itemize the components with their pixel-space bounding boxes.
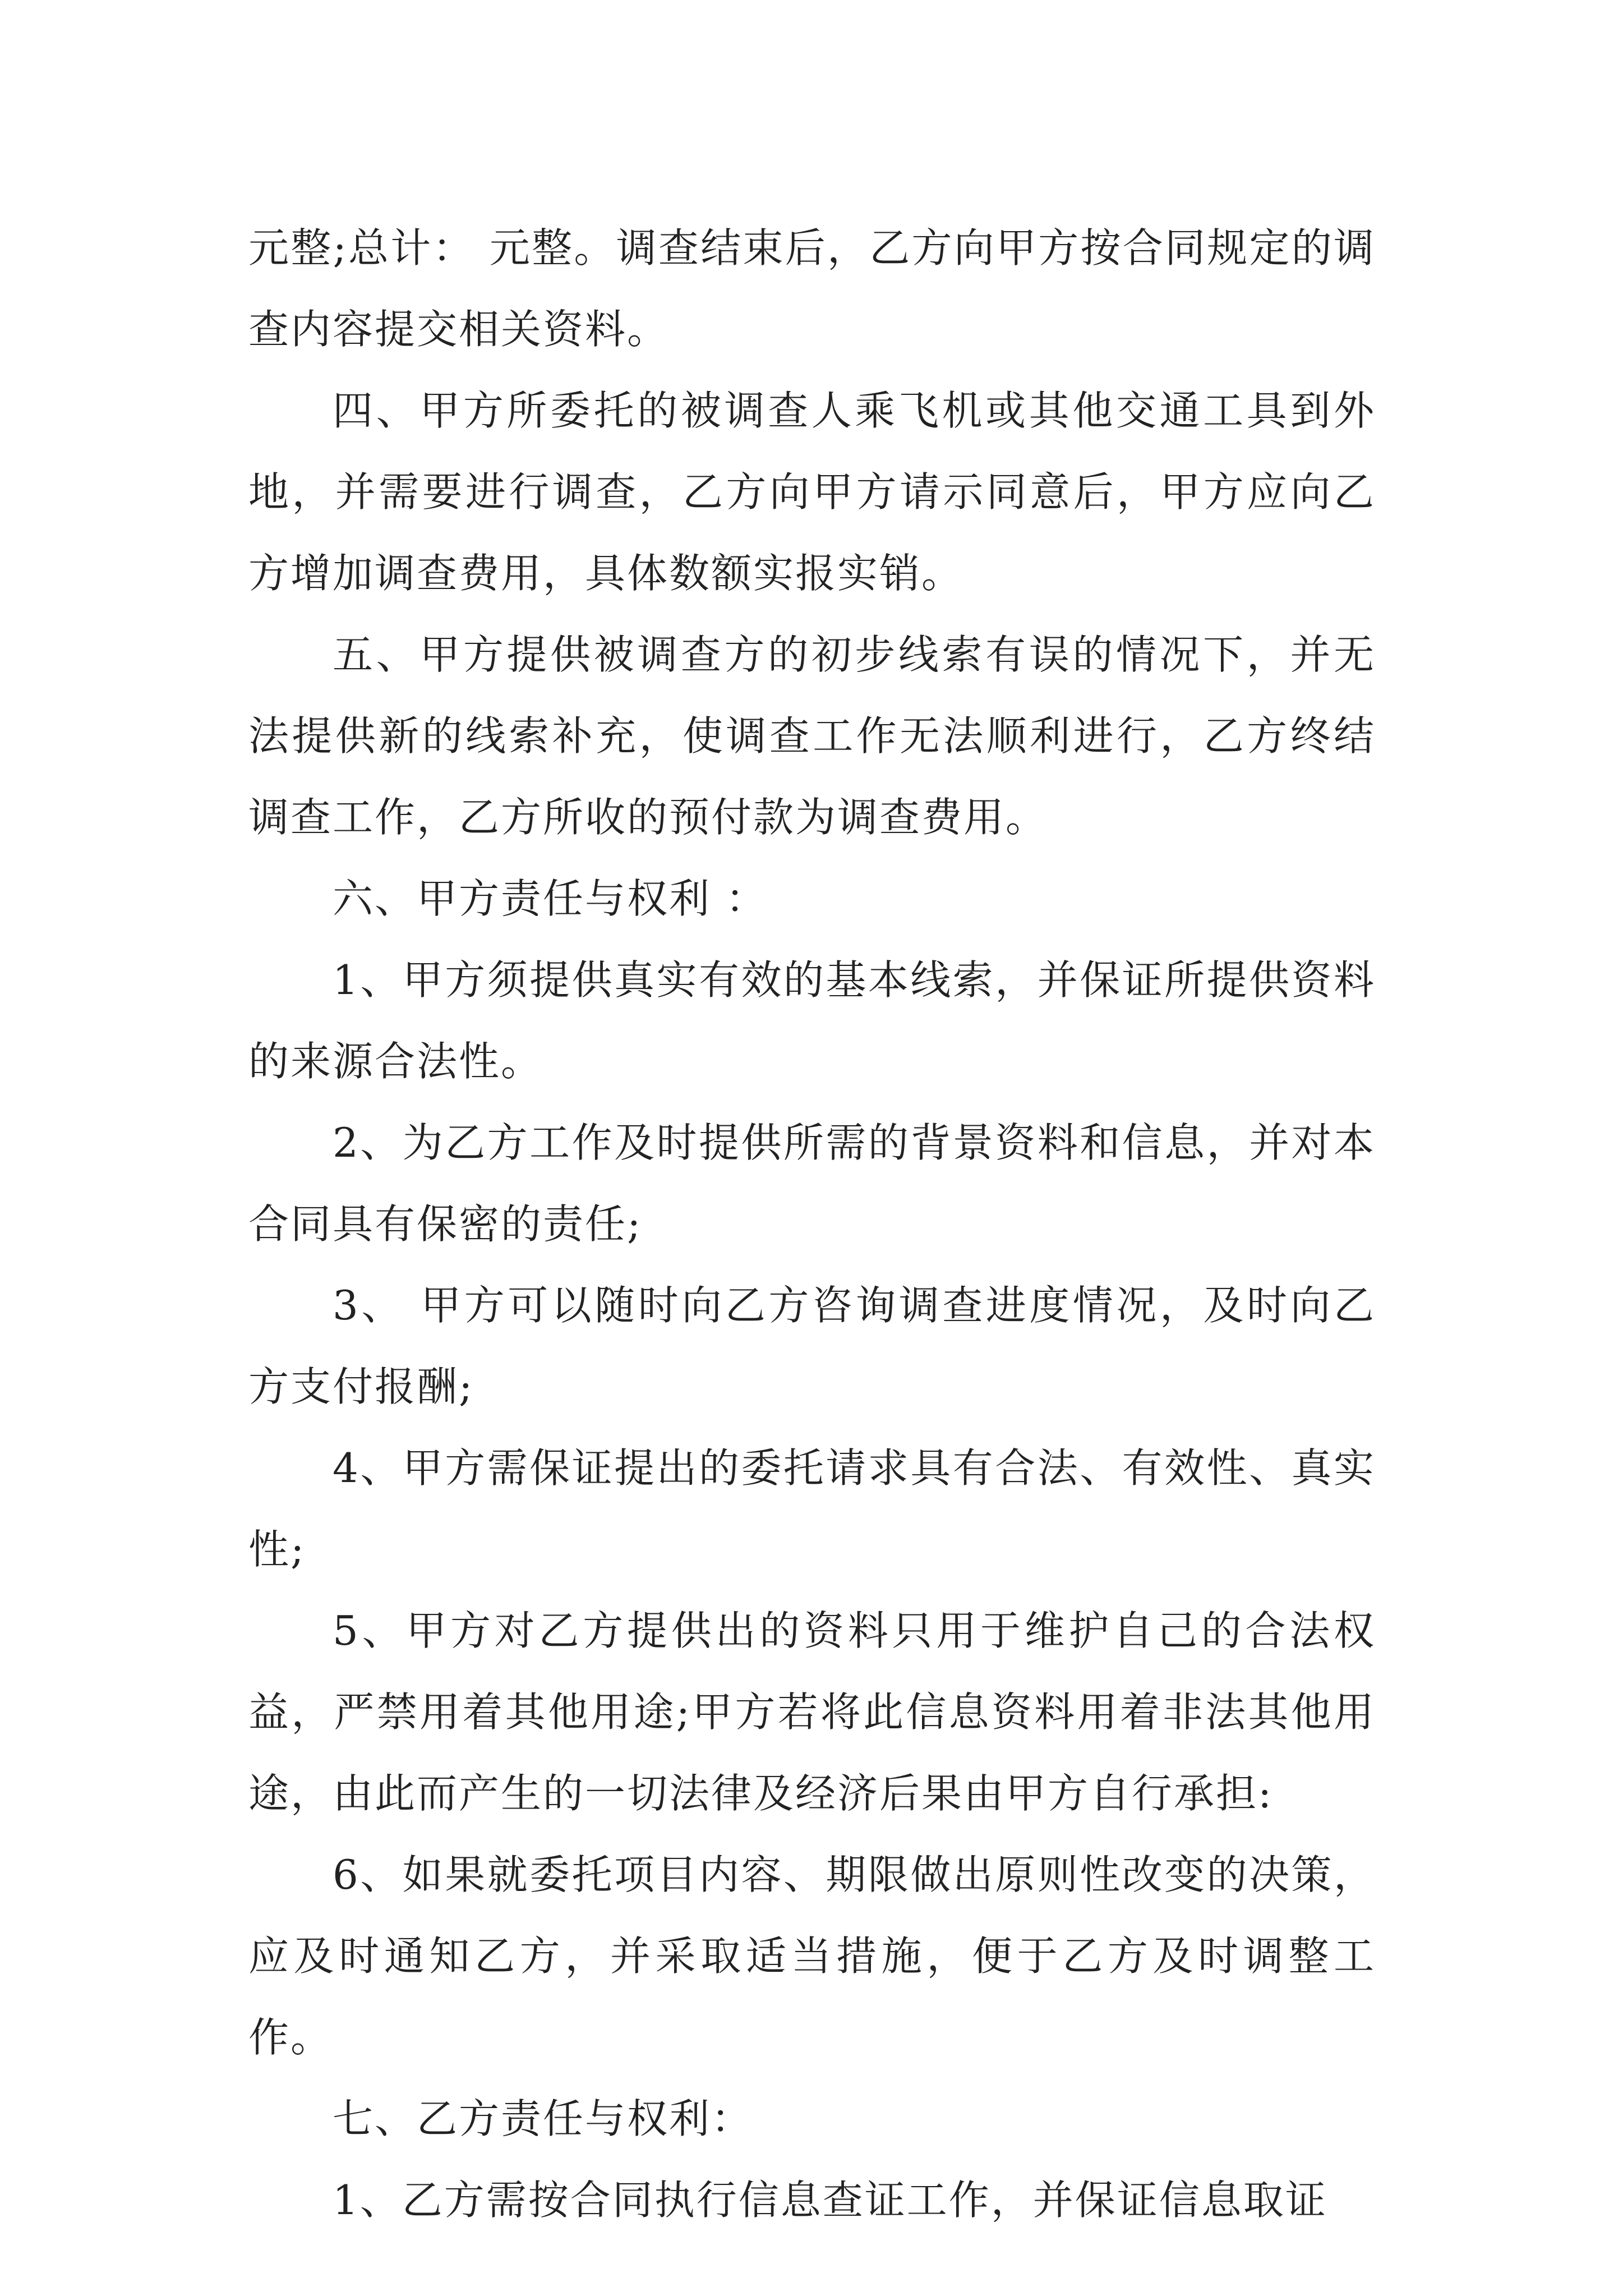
paragraph-party-a-item-2: 2、为乙方工作及时提供所需的背景资料和信息，并对本合同具有保密的责任; [248, 1119, 1376, 1248]
paragraph-party-a-item-5: 5、甲方对乙方提供出的资料只用于维护自己的合法权益，严禁用着其他用途;甲方若将此信息资料用着非法其他用途，由此而产生的一切法律及经济后果由甲方自行承担: [248, 1607, 1376, 1817]
contract-body [248, 208, 1376, 2241]
paragraph-party-a-item-1: 1、甲方须提供真实有效的基本线索，并保证所提供资料的来源合法性。 [248, 956, 1376, 1085]
paragraph-party-a-item-4: 4、甲方需保证提出的委托请求具有合法、有效性、真实性; [248, 1444, 1376, 1573]
paragraph-clause-4: 四、甲方所委托的被调查人乘飞机或其他交通工具到外地，并需要进行调查，乙方向甲方请示同意后，甲方应向乙方增加调查费用，具体数额实报实销。 [248, 387, 1376, 597]
paragraph-clause-5: 五、甲方提供被调查方的初步线索有误的情况下，并无法提供新的线索补充，使调查工作无法顺利进行，乙方终结调查工作，乙方所收的预付款为调查费用。 [248, 631, 1376, 841]
heading-party-a-duties: 六、甲方责任与权利 ： [333, 875, 768, 922]
paragraph-party-b-item-1: 1、乙方需按合同执行信息查证工作，并保证信息取证 [333, 2177, 1327, 2224]
paragraph-party-a-item-6: 6、如果就委托项目内容、期限做出原则性改变的决策，应及时通知乙方，并采取适当措施，便于乙方及时调整工作。 [248, 1851, 1376, 2061]
heading-party-b-duties: 七、乙方责任与权利： [333, 2095, 754, 2142]
paragraph-party-a-item-3: 3、 甲方可以随时向乙方咨询调查进度情况，及时向乙方支付报酬; [248, 1282, 1376, 1410]
paragraph-fee-total: 元整;总计： 元整。调查结束后，乙方向甲方按合同规定的调查内容提交相关资料。 [248, 224, 1376, 353]
